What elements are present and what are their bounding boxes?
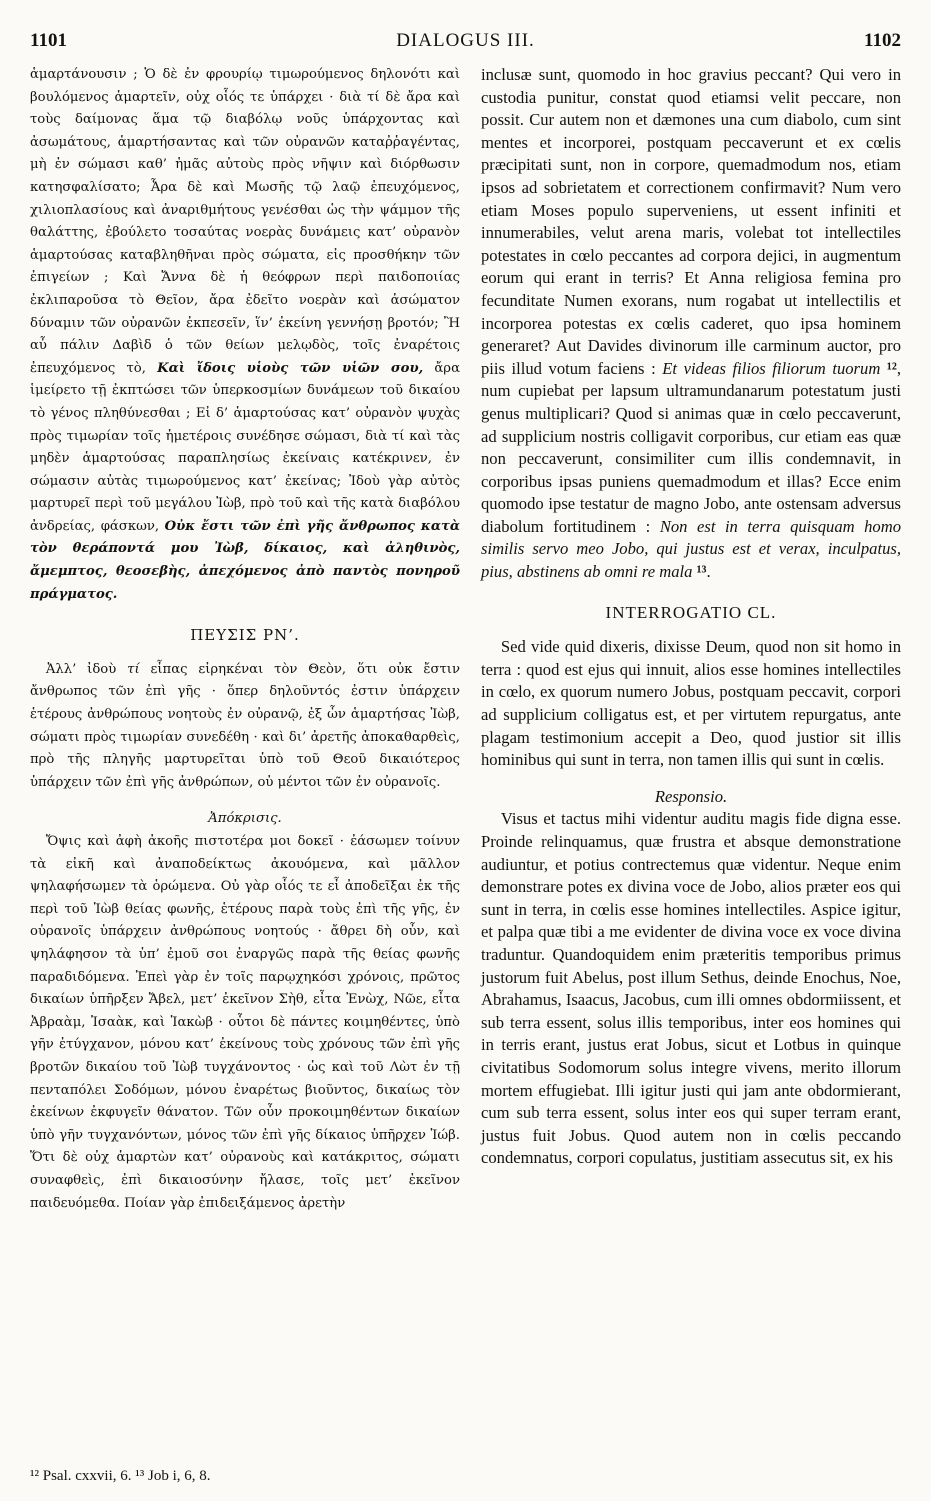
latin-paragraph-1: inclusæ sunt, quomodo in hoc gravius peccant? Qui vero in custodia punitur, constat quod etiamsi velit peccare, non possit. Cur autem non et dæmones una cum diabolo, cum sint mentes et incorporei, postquam peccaverunt et ex cœlis præcipitati sunt, non in corpore, quemadmodum nos, etiam ipsos ad sobrietatem et correctionem confirmavit? Num vero etiam Moses populo superveniens, ut essent infiniti et innumerabiles, velut arena maris, volebat tot intellectiles potestates in cœlo peccantes ad corpora dejici, in augmentum eorum qui erant in terris? Et Anna religiosa femina pro fecunditate Numen exorans, num rogabat ut intellectilis et incorporea potestas ex cœlis caderet, quo ipsa hominem generaret? Aut Davides divinorum ille carminum auctor, pro piis illud votum faciens : Et videas filios filiorum tuorum ¹², num cupiebat per lapsum ultramundanarum potestatum justi genus multiplicari? Quod si animas quæ in cœlo peccaverunt, ad supplicium nostris colligavit corporibus, cur etiam eas quæ non peccaverunt, consimiliter cum illis condemnavit, in corporibus ipsas puniens quemadmodum et illas? Ecce enim quomodo ipse testatur de magno Jobo, ante ostensam adversus diabolum fortitudinem : Non est in terra quisquam homo similis servo meo Jobo, qui justus est et verax, inculpatus, pius, abstinens ab omni re mala ¹³. [481,65,901,582]
greek-question-body [30,659,460,795]
latin-quote-psalm: Et videas filios filiorum tuorum [662,358,881,378]
footnote-mark: ¹² [886,358,897,378]
latin-question-title: INTERROGATIO CL. [605,602,777,622]
greek-quote-job: Οὐκ ἔστι τῶν ἐπὶ γῆς ἄνθρωπος κατὰ τὸν θεράποντά μου Ἰὼβ, δίκαιος, καὶ ἀληθινὸς, ἄμεμπτος, θεοσεβὴς, ἀπεχόμενος ἀπὸ παντὸς πονηροῦ πράγματος. [30,518,460,602]
greek-text: εἶπας εἰρηκέναι τὸν Θεὸν, ὅτι οὐκ ἔστιν ἄνθρωπος τῶν ἐπὶ γῆς · ὅπερ δηλοῦντός ἐστιν ὑπάρχειν ἑτέρους ἀνθρώπους νοητοὺς ἐν οὐρανῷ, ἐξ ὧν ἁμαρτήσας Ἰὼβ, σώματι πρὸς τιμωρίαν συνεδέθη · καὶ δι’ ἀρετῆς ἀποκαθαρθεὶς, πρὸ τῆς πληγῆς μαρτυρεῖται ὑπὸ τοῦ Θεοῦ δικαιότερος ὑπάρχειν τῶν ἐπὶ γῆς ἀνθρώπων, οὐ μέντοι τῶν ἐν οὐρανοῖς. [30,661,460,790]
latin-quote-job: Non est in terra quisquam homo similis servo meo Jobo, qui justus est et verax, inculpatus, pius, abstinens ab omni re mala [481,516,901,582]
latin-column [481,64,901,1170]
greek-column [30,64,460,1215]
greek-text: Ἀλλ’ ἰδοὺ [45,661,117,677]
greek-response-title: Ἀπόκρισις. [208,811,282,827]
latin-response-body: Visus et tactus mihi videntur auditu magis fide digna esse. Proinde relinquamus, quæ frustra et absque demonstratione audiuntur, et potius contrectemus quæ videntur. Neque enim demonstrare potes ex divina voce de Jobo, alios præter eos qui sunt in terra, in cœlis esse homines intellectiles. Aspice igitur, et palpa quæ tibi a me evidenter de divina voce ex voce divina traduntur. Quandoquidem enim præteritis temporibus primus justorum fuit Abelus, post illum Sethus, deinde Enochus, Noe, Abrahamus, Isaacus, Jacobus, cum illi omnes obdormiissent, et sub terra essent, solus illis temporibus, inter eos homines qui in terris erant, justus erat Jobus, sicut et Lotbus in quinque civitatibus Sodomorum solus integre vivens, merito illorum mortem effugiebat. Illi igitur justi qui jam ante obdormierant, cum sub terra essent, solus inter eos qui super terram erant, justus fuit Jobus. Quod autem non in cœlis peccando condemnatus, corpori copulatus, justitiam assecutus sit, ex his [481,809,901,1168]
footnote-mark: ¹³ [696,562,707,582]
greek-paragraph-1 [30,64,460,606]
footnotes: ¹² Psal. cxxvii, 6. ¹³ Job i, 6, 8. [30,1468,211,1484]
greek-quote-psalm: Καὶ ἴδοις υἱοὺς τῶν υἱῶν σου, [157,360,424,376]
greek-text: ἁμαρτάνουσιν ; Ὁ δὲ ἐν φρουρίῳ τιμωρούμενος δηλονότι καὶ βουλόμενος ἁμαρτεῖν, οὐχ οἷός τε ὑπάρχει · διὰ τί δὲ ἄρα καὶ τοὺς δαίμονας ἅμα τῷ διαβόλῳ νοῦς ὑπάρχοντας καὶ ἀσωμάτους, ἁμαρτήσαντας καὶ τῶν οὐρανῶν καταῤῥαγέντας, μὴ ἐν σώμασι καθ’ ἡμᾶς αὐτοὺς πρὸς νῆψιν καὶ διόρθωσιν κατησφαλίσατο; Ἆρα δὲ καὶ Μωσῆς τῷ λαῷ ἐπευχόμενος, χιλιοπλασίους καὶ ἀναριθμήτους γενέσθαι ὡς τὴν ψάμμον τῆς θαλάττης, ἐβούλετο τοσαύτας νοερὰς δυνάμεις κατ’ οὐρανὸν ἁμαρτούσας καταβληθῆναι πρὸς σώματα, εἰς προσθήκην τῶν ἐπιγείων ; Καὶ Ἄννα δὲ ἡ θεόφρων περὶ παιδοποιίας ἐκλιπαροῦσα τὸ Θεῖον, ἄρα ἐδεῖτο νοερὰν καὶ ἀσώματον δύναμιν τῶν οὐρανῶν ἐκπεσεῖν, ἵν’ ἐκείνη γεννήσῃ βροτόν; Ἢ αὖ πάλιν Δαβὶδ ὁ τῶν θείων μελῳδὸς, τοῖς ἐναρέτοις ἐπευχόμενος τὸ, [30,67,460,376]
latin-text: inclusæ sunt, quomodo in hoc gravius peccant? Qui vero in custodia punitur, constat quod etiamsi velit peccare, non possit. Cur autem non et dæmones una cum diabolo, cum sint mentes et incorporei, postquam peccaverunt et ex cœlis præcipitati sunt, non in corpore, quemadmodum nos, etiam ipsos ad sobrietatem et correctionem confirmavit? Num vero etiam Moses populo superveniens, ut essent infiniti et innumerabiles, velut arena maris, volebat tot intellectiles potestates in cœlo peccantes ad corpora dejici, in augmentum eorum qui erant in terris? Et Anna religiosa femina pro fecunditate Numen exorans, num rogabat ut intellectilis et incorporea potestas ex cœlis caderet, quo ipsa hominem generaret? Aut Davides divinorum ille carminum auctor, pro piis illud votum faciens : [481,65,901,378]
greek-response-body: Ὄψις καὶ ἀφὴ ἀκοῆς πιστοτέρα μοι δοκεῖ · ἐάσωμεν τοίνυν τὰ εἰκῆ καὶ ἀναποδείκτως ἀκουόμενα, καὶ μᾶλλον ψηλαφήσωμεν τὰ ὁρώμενα. Οὐ γὰρ οἷός τε εἶ ἀποδεῖξαι ἐκ τῆς περὶ τοῦ Ἰὼβ θείας φωνῆς, ἑτέρους παρὰ τοὺς ἐπὶ τῆς γῆς, ἐν οὐρανοῖς ὑπάρχειν ἀνθρώπους νοητούς · ἄθρει δὴ οὖν, καὶ ψηλάφησον τὰ ὑπ’ ἐμοῦ σοι ἐναργῶς παρὰ τῆς θείας φωνῆς παραδιδόμενα. Ἐπεὶ γὰρ ἐν τοῖς παρῳχηκόσι χρόνοις, πρῶτος δικαίων ὑπῆρξεν Ἄβελ, μετ’ ἐκεῖνον Σὴθ, εἶτα Ἐνὼχ, Νῶε, εἶτα Ἀβραὰμ, Ἰσαὰκ, καὶ Ἰακὼβ · οὗτοι δὲ πάντες κοιμηθέντες, ὑπὸ γῆν ἐτύγχανον, μόνου κατ’ ἐκείνους τοὺς χρόνους τῶν ἐπὶ γῆς βροτῶν δικαίου τοῦ Ἰὼβ τυγχάνοντος · ὡς καὶ τοῦ Λὼτ ἐν τῇ πενταπόλει Σοδόμων, μόνου ἐναρέτως βιοῦντος, δικαίως τὸν ἐκείνων ἐκφυγεῖν θάνατον. Τῶν οὖν προκοιμηθέντων δικαίων ὑπὸ γῆν τυγχανόντων, μόνος τῶν ἐπὶ γῆς δίκαιος ὑπῆρχεν Ἰώβ. Ὅτι δὲ οὐχ ἁμαρτὼν κατ’ οὐρανοὺς καὶ κατάκριτος, σώματι συναφθεὶς, ἐπὶ δικαιοσύνην ἤλασε, τοῖς μετ’ ἐκεῖνον παιδευόμεθα. Ποίαν γὰρ ἐπιδειξάμενος ἀρετὴν [30,834,460,1211]
greek-question-title: ΠΕΥΣΙΣ ΡΝ’. [190,626,300,645]
left-page-number: 1101 [30,30,67,51]
latin-text: , num cupiebat per lapsum ultramundanarum potestatum justi genus multiplicari? Quod si animas quæ in cœlo peccaverunt, ad supplicium nostris colligavit corporibus, cur etiam eas quæ non peccaverunt, consimiliter cum illis condemnavit, in corporibus ipsas puniens quemadmodum et illas? Ecce enim quomodo ipse testatur de magno Jobo, ante ostensam adversus diabolum fortitudinem : [481,358,901,536]
latin-response-title: Responsio. [654,786,728,806]
right-page-number: 1102 [864,30,901,51]
latin-question-body: Sed vide quid dixeris, dixisse Deum, quod non sit homo in terra : quod est ejus qui innuit, alios esse homines intellectiles in cœlo, ex quorum numero Jobus, postquam peccavit, corpori ad supplicium colligatus est, et per virtutem repurgatus, ante plagam testimonium accepit a Deo, quod justior sit illis hominibus qui sunt in terra, non tamen illis qui sunt in cœlis. [481,637,901,770]
greek-emphasis: τί [127,661,140,677]
page-header [30,30,901,56]
greek-text: ἄρα ἱμείρετο τῇ ἐκπτώσει τῶν ὑπερκοσμίων δυνάμεων τοῦ δικαίου τὸ γένος πληθύνεσθαι ; Εἰ δ’ ἁμαρτούσας κατ’ οὐρανὸν ψυχὰς πρὸς τιμωρίαν τοῖς ἡμετέροις συνέδησε σώμασι, διὰ τί καὶ τὰς μηδὲν ἁμαρτούσας παραπλησίως ἐκείναις κατέκρινεν, ἐν σώμασιν αὐτὰς τιμωρούμενος κατ’ ἐκείνας; Ἰδοὺ γὰρ αὐτὸς μαρτυρεῖ περὶ τοῦ μεγάλου Ἰὼβ, πρὸ τοῦ καὶ τῆς κατὰ διαβόλου ἀνδρείας, φάσκων, [30,360,460,534]
running-title: DIALOGUS III. [396,30,535,51]
